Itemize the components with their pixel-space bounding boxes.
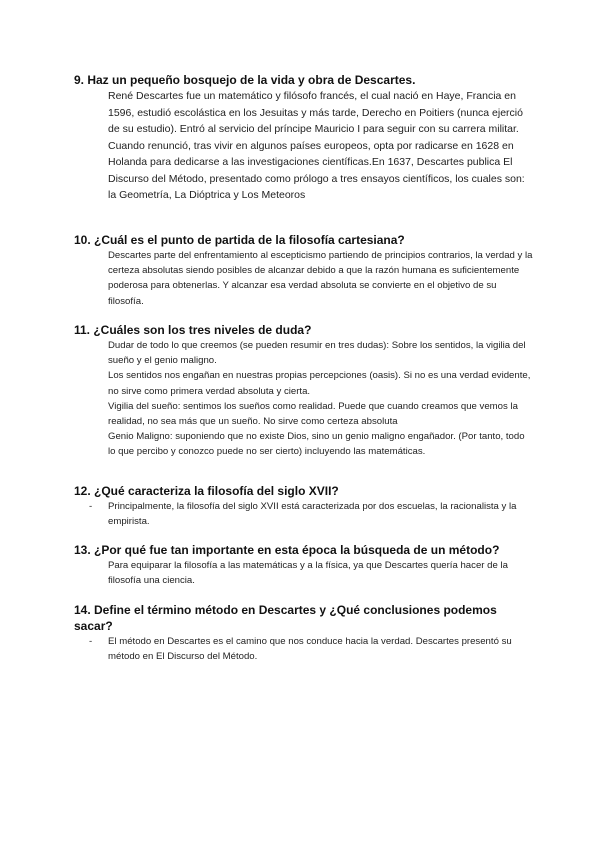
question-11-paragraph-3: Vigilia del sueño: sentimos los sueños como realidad. Puede que cuando creamos que vemos la realidad, no sea más que un sueño. No sirve como certeza absoluta: [108, 400, 518, 428]
question-14-title: 14. Define el término método en Descartes y ¿Qué conclusiones podemos sacar?: [74, 603, 497, 633]
question-13-answer: Para equiparar la filosofía a las matemáticas y a la física, ya que Descartes quería hacer de la filosofía una ciencia.: [108, 560, 508, 587]
question-9: [74, 72, 534, 204]
question-14-answer: El método en Descartes es el camino que nos conduce hacia la verdad. Descartes presentó su método en El Discurso del Método.: [108, 636, 512, 663]
question-11: [74, 322, 534, 460]
question-10: [74, 232, 534, 309]
question-12: [74, 483, 534, 529]
question-10-answer: Descartes parte del enfrentamiento al escepticismo partiendo de principios contrarios, la verdad y la certeza absolutas siendo posibles de alcanzar debido a que la razón humana es suficientemente poderosa para obtenerlas. Y alcanzar esa verdad absoluta se convierte en el objetivo de su filosofía.: [108, 250, 533, 307]
question-10-title: 10. ¿Cuál es el punto de partida de la filosofía cartesiana?: [74, 233, 405, 247]
question-12-bullet-item: [89, 499, 534, 529]
question-11-answer: [108, 338, 534, 460]
bullet-dash: -: [89, 501, 93, 512]
question-11-paragraph-2: Los sentidos nos engañan en nuestras propias percepciones (oasis). Si no es una verdad evidente, no sirve como primera verdad absoluta y cierta.: [108, 370, 531, 397]
question-13: [74, 542, 534, 588]
question-13-title: 13. ¿Por qué fue tan importante en esta época la búsqueda de un método?: [74, 543, 500, 557]
question-11-paragraph-1: Dudar de todo lo que creemos (se pueden resumir en tres dudas): Sobre los sentidos, la vigilia del sueño y el genio maligno.: [108, 340, 526, 367]
question-12-answer: Principalmente, la filosofía del siglo XVII está caracterizada por dos escuelas, la racionalista y la empirista.: [108, 501, 517, 528]
bullet-dash: -: [89, 636, 93, 647]
question-12-title: 12. ¿Qué caracteriza la filosofía del siglo XVII?: [74, 484, 339, 498]
question-14: [74, 602, 534, 664]
question-11-paragraph-4: Genio Maligno: suponiendo que no existe Dios, sino un genio maligno engañador. (Por tanto, todo lo que percibo y conozco puede no ser cierto) incluyendo las matemáticas.: [108, 431, 525, 458]
question-9-answer: René Descartes fue un matemático y filósofo francés, el cual nació en Haye, Francia en 1596, estudió escolástica en los Jesuitas y más tarde, Derecho en Poitiers (nunca ejerció de su estudio). Entró al servicio del príncipe Mauricio I para seguir con su carrera militar. Cuando renunció, tras vivir en algunos países europeos, opta por radicarse en 1628 en Holanda para dedicarse a las investigaciones científicas.En 1637, Descartes publica El Discurso del Método, presentado como prólogo a tres ensayos científicos, los cuales son: la Geometría, La Dióptrica y Los Meteoros: [108, 90, 525, 201]
question-9-title: 9. Haz un pequeño bosquejo de la vida y obra de Descartes.: [74, 73, 416, 87]
question-14-bullet-item: [89, 634, 534, 664]
question-11-title: 11. ¿Cuáles son los tres niveles de duda?: [74, 323, 312, 337]
